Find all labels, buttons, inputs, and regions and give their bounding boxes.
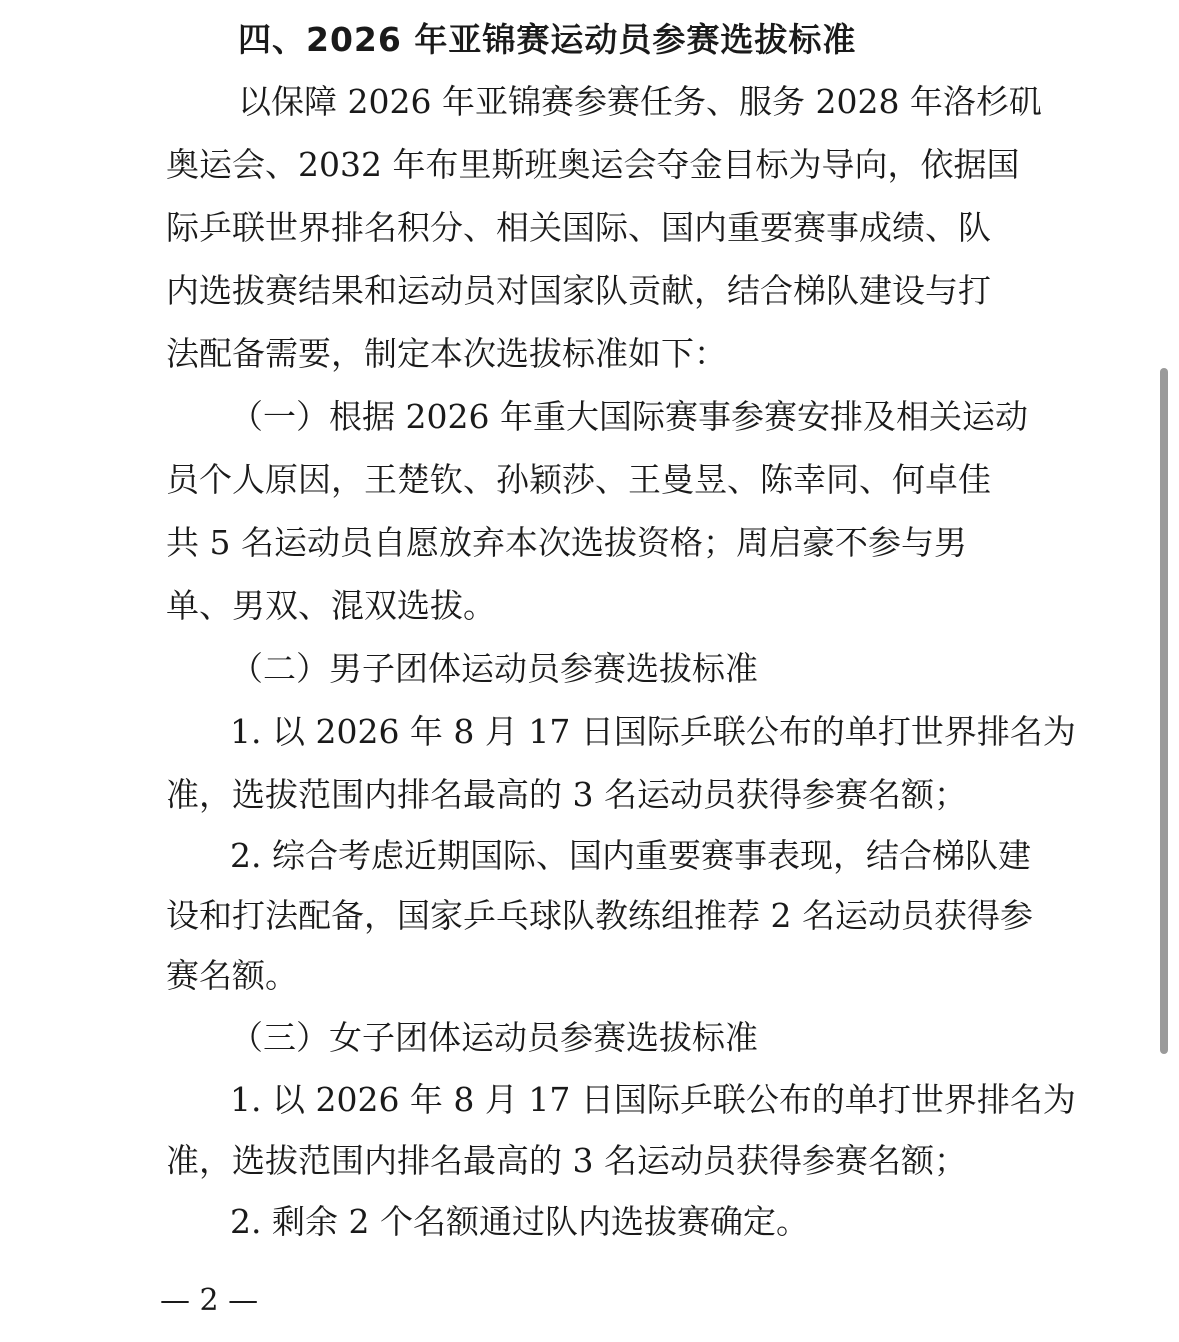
subsection-heading: （三）女子团体运动员参赛选拔标准: [230, 1018, 758, 1057]
paragraph-line: 奥运会、2032 年布里斯班奥运会夺金目标为导向，依据国: [166, 145, 1020, 184]
section-title: 四、2026 年亚锦赛运动员参赛选拔标准: [238, 20, 857, 59]
paragraph-line: 2. 综合考虑近期国际、国内重要赛事表现，结合梯队建: [230, 836, 1031, 875]
paragraph-line: 准，选拔范围内排名最高的 3 名运动员获得参赛名额；: [166, 1141, 967, 1180]
paragraph-line: 员个人原因，王楚钦、孙颖莎、王曼昱、陈幸同、何卓佳: [166, 460, 991, 499]
paragraph-line: 法配备需要，制定本次选拔标准如下：: [166, 334, 727, 373]
paragraph-line: 单、男双、混双选拔。: [166, 586, 496, 625]
paragraph-line: 际乒联世界排名积分、相关国际、国内重要赛事成绩、队: [166, 208, 991, 247]
paragraph-line: 1. 以 2026 年 8 月 17 日国际乒联公布的单打世界排名为: [230, 1080, 1076, 1119]
paragraph-line: 共 5 名运动员自愿放弃本次选拔资格；周启豪不参与男: [166, 523, 967, 562]
page-number: — 2 —: [160, 1283, 259, 1318]
paragraph-line: 准，选拔范围内排名最高的 3 名运动员获得参赛名额；: [166, 775, 967, 814]
scrollbar-thumb[interactable]: [1160, 368, 1168, 1054]
paragraph-line: 内选拔赛结果和运动员对国家队贡献，结合梯队建设与打: [166, 271, 991, 310]
paragraph-line: 设和打法配备，国家乒乓球队教练组推荐 2 名运动员获得参: [166, 896, 1033, 935]
paragraph-line: 以保障 2026 年亚锦赛参赛任务、服务 2028 年洛杉矶: [238, 82, 1042, 121]
paragraph-line: （一）根据 2026 年重大国际赛事参赛安排及相关运动: [230, 397, 1028, 436]
paragraph-line: 2. 剩余 2 个名额通过队内选拔赛确定。: [230, 1202, 809, 1241]
paragraph-line: 赛名额。: [166, 956, 298, 995]
paragraph-line: 1. 以 2026 年 8 月 17 日国际乒联公布的单打世界排名为: [230, 712, 1076, 751]
subsection-heading: （二）男子团体运动员参赛选拔标准: [230, 649, 758, 688]
